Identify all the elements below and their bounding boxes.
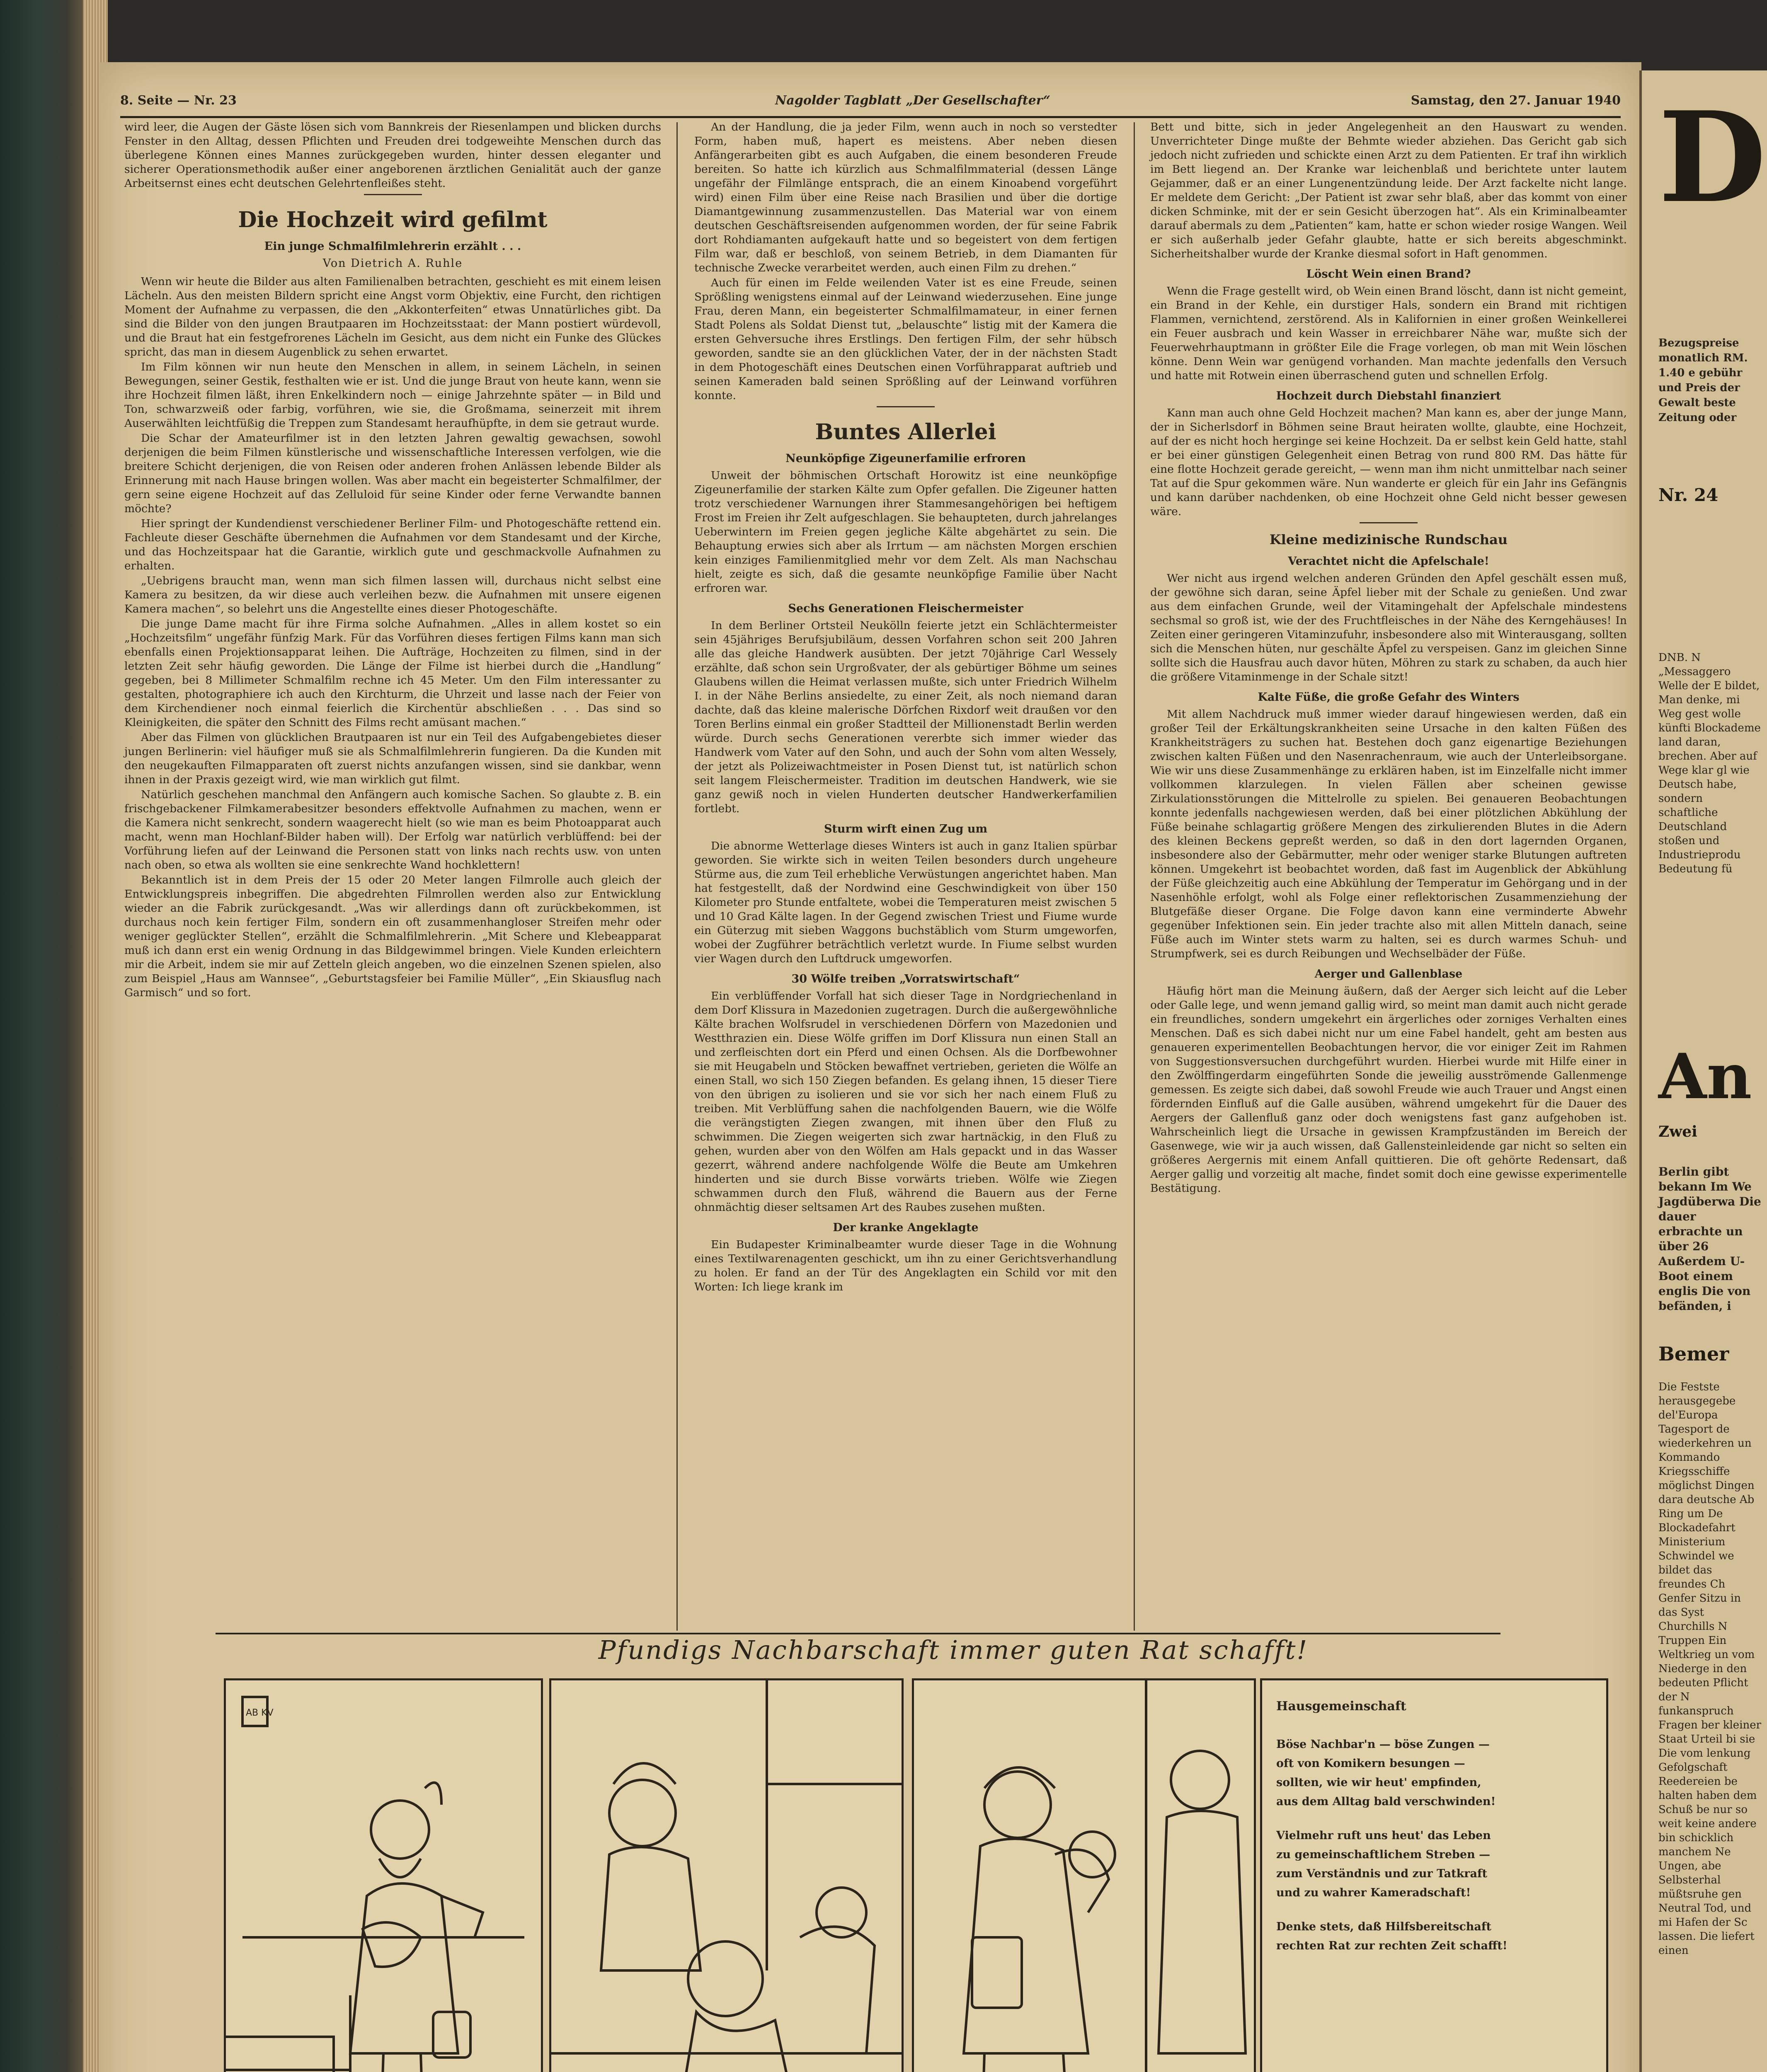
paragraph: Häufig hört man die Meinung äußern, daß der Aerger sich leicht auf die Leber oder Galle lege, und wenn jemand gallig wird, so meint man damit auch nicht gerade ein freundliches, sondern umgekehrt ein ärgerliches oder zorniges Verhalten eines Menschen. Daß es sich dabei nicht nur um eine Fabel handelt, geht am besten aus genaueren experimentellen Beobachtungen hervor, die vor einiger Zeit im Rahmen von Suggestionsversuchen durchgeführt wurden. Hierbei wurde mit Hilfe einer in den Zwölffingerdarm eingeführten Sonde die jeweilig ausströmende Gallenmenge gemessen. Es zeigte sich dabei, daß sowohl Freude wie auch Trauer und Angst einen fördernden Einfluß auf die Galle ausüben, während umgekehrt für die Dauer des Aergers der Gallenfluß ganz oder doch wenigstens fast ganz aufgehoben ist. Wahrscheinlich liegt die Ursache in gewissen Krampfzuständen im Bereich der Gasenwege, wie wir ja auch wissen, daß Gallensteinleidende gar nicht so selten ein größeres Aergernis mit einem Anfall quittieren. Die oft gehörte Redensart, daß Aerger gallig und vorzeitig alt mache, findet somit doch eine gewisse experimentelle Bestätigung.: [1150, 985, 1627, 1195]
paragraph: Bett und bitte, sich in jeder Angelegenheit an den Hauswart zu wenden. Unverrichteter Dinge mußte der Behmte wieder abziehen. Das Gericht gab sich jedoch nicht zufrieden und schickte einen Arzt zu dem Patienten. Er traf ihn wirklich im Bett liegend an. Der Kranke war leichenblaß und berichtete unter lautem Gejammer, daß er an einer Lungenentzündung leide. Der Arzt fackelte nicht lange. Er meldete dem Gericht: „Der Patient ist zwar sehr blaß, aber das kommt von einer dicken Schminke, mit der er sein Gesicht überzogen hat“. Als ein Kriminalbeamter darauf abermals zu dem „Patienten“ kam, hatte er schon wieder rosige Wangen. Weil er sich außerhalb jeder Gefahr glaubte, hatte er sich bereits abgeschminkt. Sicherheitshalber wurde der Kranke diesmal sofort in Haft genommen.: [1150, 121, 1627, 260]
poem-line: Böse Nachbar'n — böse Zungen —: [1276, 1738, 1490, 1751]
comic-poem-panel: [1260, 1678, 1608, 2072]
news-headline: Löscht Wein einen Brand?: [1306, 268, 1471, 281]
paragraph: Aber das Filmen von glücklichen Brautpaaren ist nur ein Teil des Aufgabengebietes dieser jungen Berlinerin: viel häufiger muß sie als Schmalfilmlehrerin fungieren. Da die Kunden mit den neugekauften Filmapparaten oft zuerst nichts anzufangen wissen, sind sie dankbar, wenn ihnen in der Praxis gezeigt wird, wie man wirklich gut filmt.: [124, 731, 661, 786]
paragraph: Im Film können wir nun heute den Menschen in allem, in seinem Lächeln, in seinen Bewegungen, seiner Gestik, festhalten wie er ist. Und die junge Braut von heute kann, wenn sie ihre Hochzeit filmen läßt, ihren Enkelkindern noch — einige Jahrzehnte später — in Bild und Ton, schwarzweiß oder farbig, vorführen, wie sie, die Großmama, seinerzeit mit ihrem Auserwählten leichtfüßig die Treppen zum Standesamt heraufhüpfte, in dem sie getraut wurde.: [124, 361, 661, 430]
poem-line: Denke stets, daß Hilfsbereitschaft: [1276, 1920, 1491, 1933]
poem-line: rechten Rat zur rechten Zeit schafft!: [1276, 1939, 1508, 1952]
news-headline: Kalte Füße, die große Gefahr des Winters: [1258, 691, 1520, 704]
news-headline: Sturm wirft einen Zug um: [824, 823, 988, 835]
issue-number: Nr. 24: [1658, 485, 1719, 505]
subscription-price-text: Bezugspreise monatlich RM. 1.40 e gebühr und Preis der Gewalt beste Zeitung oder: [1658, 337, 1748, 424]
paragraph: An der Handlung, die ja jeder Film, wenn auch in noch so verstedter Form, haben muß, hapert es meistens. Aber neben diesen Anfängerarbeiten gibt es auch Aufgaben, die einem besonderen Freude bereiten. So hatte ich kürzlich aus Schmalfilmmaterial (dessen Länge ungefähr der Filmlänge entsprach, die an einem Kinoabend vorgeführt wird) einen Film über eine Reise nach Brasilien und über die dortige Diamantgewinnung zusammenzustellen. Das Material war von einem deutschen Geschäftsreisenden aufgenommen worden, der für seine Fabrik dort Rohdiamanten aufgekauft hatte und so begeistert von dem fertigen Film war, daß er beschloß, von seinem Betrieb, in dem Diamanten für technische Zwecke verarbeitet werden, auch einen Film zu drehen.“: [694, 121, 1117, 274]
news-headline: Sechs Generationen Fleischermeister: [788, 602, 1023, 615]
paragraph: Wenn wir heute die Bilder aus alten Familienalben betrachten, geschieht es mit einem leisen Lächeln. Aus den meisten Bildern spricht eine Angst vorm Objektiv, eine Furcht, den richtigen Moment der Aufnahme zu verpassen, die den „Akkonterfeiten“ etwas Unnatürliches gibt. Da sind die Bilder von den jungen Brautpaaren im Hochzeitsstaat: der Mann postiert würdevoll, und die Braut hat ein festgefrorenes Lächeln im Gesicht, aus dem nicht ein Funke des Glückes spricht, das man in diesem Augenblick zu sehen erwartet.: [124, 275, 661, 358]
strip-rule: [216, 1633, 1500, 1634]
paragraph: Die abnorme Wetterlage dieses Winters ist auch in ganz Italien spürbar geworden. Sie wirkte sich in weiten Teilen besonders durch ungeheure Stürme aus, die zum Teil erhebliche Verwüstungen angerichtet haben. Man hat festgestellt, daß der Nordwind eine Geschwindigkeit von über 150 Kilometer pro Stunde entfaltete, wobei die Temperaturen meist zwischen 5 und 10 Grad Kälte lagen. In der Gegend zwischen Triest und Fiume wurde ein Güterzug mit sieben Waggons buchstäblich vom Sturm umgeworfen, wobei der Zugführer beträchtlich verletzt wurde. In Fiume selbst wurden vier Wagen durch den Luftdruck umgeworfen.: [694, 840, 1117, 965]
paragraph: Kann man auch ohne Geld Hochzeit machen? Man kann es, aber der junge Mann, der in Sicherlsdorf in Böhmen seine Braut heiraten wollte, glaubte, eine Hochzeit, auf der es nicht hoch hergingе sei keine Hochzeit. Da er selbst kein Geld hatte, stahl er bei einer günstigen Gelegenheit einen Betrag von rund 800 RM. Das hätte für eine flotte Hochzeit gerade gereicht, — wenn man ihm nicht unmittelbar nach seiner Tat auf die Spur gekommen wäre. Nun wanderte er gleich für ein Jahr ins Gefängnis und kann darüber nachdenken, ob eine Hochzeit ohne Geld nicht besser gewesen wäre.: [1150, 407, 1627, 518]
news-headline: Neunköpfige Zigeunerfamilie erfroren: [785, 452, 1026, 465]
adjacent-column-text-2: Die Festste herausgegebe del'Europa Tagesport de wiederkehren un Kommando Kriegsschiffe möglichst Dingen dara deutsche Ab Ring um De Blockadefahrt Ministerium Schwindel we bildet das freundes Ch Genfer Sitzu in das Syst Churchills N Truppen Ein Weltkrieg un vom Niederge in den bedeuten Pflicht der N funkanspruch Fragen ber kleiner Staat Urteil bi sie Die vom lenkung Gefolgschaft Reedereien be halten haben dem Schuß be nur so weit keine andere bin schicklich manchem Ne Ungen, abe Selbsterhal müßtsruhe gen Neutral Tod, und mi Hafen der Sc lassen. Die liefert einen: [1658, 1381, 1762, 1957]
news-headline: 30 Wölfe treiben „Vorratswirtschaft“: [791, 973, 1020, 985]
page-number: 8. Seite — Nr. 23: [120, 93, 237, 108]
paragraph: Mit allem Nachdruck muß immer wieder darauf hingewiesen werden, daß ein großer Teil der Erkältungskrankheiten seine Ursache in den kalten Füßen des Krankheitsträgers zu suchen hat. Bestehen doch ganz eigenartige Beziehungen zwischen kalten Füßen und den Nasenrachenraum, wie auch der Unterleibsorgane. Wie wir uns diese Zusammenhänge zu erklären haben, ist im Einzelfalle nicht immer vollkommen klarzulegen. In vielen Fällen aber scheinen gewisse Zirkulationsstörungen die Mittelrolle zu spielen. Bei genaueren Beobachtungen konnte jedenfalls nachgewiesen werden, daß bei einer plötzlichen Abkühlung der Füße beinahe schlagartig größere Mengen des zirkulierenden Blutes in die Adern des kleinen Beckens gepreßt werden, so daß in den dort lagernden Organen, insbesondere also der Gebärmutter, mehr oder weniger starke Blutungen auftreten können. Umgekehrt ist beobachtet worden, daß fast im Augenblick der Abkühlung der Füße gleichzeitig auch eine Abkühlung der Temperatur im Gehörgang und in der Nasenhöhle erfolgt, wohl als Folge einer reflektorischen Zusammenziehung der Blutgefäße dieser Organe. Die Folge davon kann eine verminderte Abwehr gegenüber Infektionen sein. Ein jeder trachte also mit allen Mitteln danach, seine Füße auch im Winter stets warm zu halten, sei es durch warmes Schuh- und Strumpfwerk, sei es durch Reibungen und Wechselbäder der Füße.: [1150, 708, 1627, 960]
poem-line: sollten, wie wir heut' empfinden,: [1276, 1776, 1481, 1789]
header-rule: [120, 116, 1621, 118]
poem-line: Vielmehr ruft uns heut' das Leben: [1276, 1829, 1491, 1842]
poem-line: aus dem Alltag bald verschwinden!: [1276, 1795, 1496, 1808]
paragraph: Die junge Dame macht für ihre Firma solche Aufnahmen. „Alles in allem kostet so ein „Hochzeitsfilm“ ungefähr fünfzig Mark. Für das Vorführen dieses fertigen Films kann man sich ebenfalls einen Projektionsapparat leihen. Die Aufträge, Hochzeiten zu filmen, sind in der letzten Zeit sehr häufig geworden. Die Länge der Filme ist hierbei durch die „Handlung“ gegeben, bei 8 Millimeter Schmalfilm rechne ich 45 Meter. Um den Film interessanter zu gestalten, photographiere ich auch den Kirchturm, die Uhrzeit und lasse nach der Feier von dem Kirchendiener noch einmal feierlich die Kirchentür abschließen . . . Das sind so Kleinigkeiten, die später den Schnitt des Films recht amüsant machen.“: [124, 617, 661, 729]
panel-3-drawing: [914, 1680, 1254, 2072]
panel-2-drawing: [551, 1680, 902, 2072]
paragraph: Bekanntlich ist in dem Preis der 15 oder 20 Meter langen Filmrolle auch gleich der Entwicklungspreis inbegriffen. Die abgedrehten Filmrollen werden also zur Entwicklung wieder an die Fabrik zurückgesandt. „Was wir allerdings dann oft zurückbekommen, ist durchaus noch kein fertiger Film, sondern ein oft zusammenhangloser Streifen mehr oder weniger geglückter Stellen“, erzählt die Schmalfilmlehrerin. „Mit Schere und Klebeapparat muß ich dann erst ein wenig Ordnung in das Bildgewimmel bringen. Viele Kunden erleichtern mir die Arbeit, indem sie mir auf Zetteln gleich angeben, wo die einzelnen Szenen spielen, also zum Beispiel „Haus am Wannsee“, „Geburtstagsfeier bei Familie Müller“, „Ein Skiausflug nach Garmisch“ und so fort.: [124, 874, 661, 999]
article-title: Die Hochzeit wird gefilmt: [238, 207, 548, 232]
adjacent-subheadline: Zwei: [1658, 1123, 1697, 1140]
newspaper-name: Nagolder Tagblatt „Der Gesellschafter“: [775, 93, 1050, 108]
adjacent-report: Berlin gibt bekann Im We Jagdüberwa Die dauer erbrachte un über 26 Außerdem U-Boot einem englis Die von befänden, i: [1658, 1165, 1761, 1313]
adjacent-headline-2: Bemer: [1658, 1343, 1729, 1365]
section-title: Kleine medizinische Rundschau: [1269, 532, 1508, 547]
column-divider: [1134, 122, 1135, 1631]
paragraph: Auch für einen im Felde weilenden Vater ist es eine Freude, seinen Sprößling wenigstens einmal auf der Leinwand wiederzusehen. Eine junge Frau, deren Mann, ein begeisterter Schmalfilmamateur, in einer fernen Stadt Polens als Soldat Dienst tut, „belauschte“ listig mit der Kamera die ersten Gehversuche ihres Erstlings. Den fertigen Film, der sehr hübsch geworden, sandte sie an den glücklichen Vater, der in der nächsten Stadt in dem Photogeschäft eines Deutschen einen Vorführapparat auftrieb und seinen Kameraden bald seinen Sprößling auf der Leinwand vorführen konnte.: [694, 276, 1117, 402]
news-headline: Aerger und Gallenblase: [1314, 968, 1463, 980]
comic-panel-2: [549, 1678, 904, 2072]
comic-panel-1: [224, 1678, 543, 2072]
artist-signature: AB KV: [246, 1708, 274, 1718]
column-2: [694, 120, 1117, 1293]
paragraph: Ein verblüffender Vorfall hat sich dieser Tage in Nordgriechenland in dem Dorf Klissura in Mazedonien zugetragen. Durch die außergewöhnliche Kälte brachen Wolfsrudel in verschiedenen Dörfern von Mazedonien und Westthrazien ein. Diese Wölfe griffen im Dorf Klissura nun einen Stall an und zerfleischten dort ein Pferd und einen Ochsen. Als die Dorfbewohner sie mit Heugabeln und Stöcken bewaffnet vertrieben, gerieten die Wölfe an einen Stall, wo sich 150 Ziegen befanden. Es gelang ihnen, 15 dieser Tiere von den übrigen zu isolieren und sie vor sich her nach einem Fluß zu treiben. Mit Verblüffung sahen die nachfolgenden Bauern, wie die Wölfe die verängstigten Ziegen zwangen, mit ihnen über den Fluß zu schwimmen. Die Ziegen weigerten sich zwar hartnäckig, in den Fluß zu gehen, wurden aber von den Wölfen am Hals gepackt und in das Wasser gezerrt, während andere nachfolgende Wölfe die Beute am Umkehren hinderten und sie durch Bisse vorwärts trieben. Wölfe wie Ziegen schwammen durch den Fluß, während die Bauern aus der Ferne ohnmächtig dieser seltsamen Art des Raubes zusehen mußten.: [694, 990, 1117, 1214]
paragraph: Die Schar der Amateurfilmer ist in den letzten Jahren gewaltig gewachsen, sowohl derjenigen die beim Filmen künstlerische und wissenschaftliche Interessen verfolgen, wie die breitere Schicht derjenigen, die von Reisen oder anderen frohen Anlässen lebende Bilder als Erinnerung mit nach Hause bringen wollen. Was aber macht ein begeisterter Schmalfilmer, der gern seine eigene Hochzeit auf das Zelluloid für seine Kinder oder ferne Verwandte bannen möchte?: [124, 432, 661, 515]
poem-line: oft von Komikern besungen —: [1276, 1757, 1465, 1770]
poem-line: zu gemeinschaftlichem Streben —: [1276, 1848, 1491, 1861]
paragraph: Wer nicht aus irgend welchen anderen Gründen den Apfel geschält essen muß, der gewöhne sich daran, seine Äpfel lieber mit der Schale zu genießen. Und zwar aus dem einfachen Grunde, weil der Vitamingehalt der Apfelschale mindestens sechsmal so groß ist, wie der des Fruchtfleisches in der Nähe des Kerngehäuses! In Zeiten einer geringeren Vitaminzufuhr, insbesondere also mit Winterausgang, sollten sich die Menschen hüten, nur geschälte Äpfel zu verspeisen. Ganz im gleichen Sinne sollte sich die Hausfrau auch davor hüten, Möhren zu stark zu schaben, da auch hier die größere Vitaminmenge in der Schale sitzt!: [1150, 572, 1627, 683]
article-byline: Von Dietrich A. Ruhle: [322, 257, 463, 270]
paragraph: Natürlich geschehen manchmal den Anfängern auch komische Sachen. So glaubte z. B. ein frischgebackener Filmkamerabesitzer besonders effektvolle Aufnahmen zu machen, wenn er die Kamera nicht senkrecht, sondern waagerecht hielt (so wie man es beim Photoapparat auch macht, wenn man Hochlanf-Bilder haben will). Der Erfolg war natürlich verblüffend: bei der Vorführung liefen auf der Leinwand die Personen statt von links nach rechts usw. von unten nach oben, so etwa als wollten sie eine senkrechte Wand hochklettern!: [124, 788, 661, 871]
news-headline: Der kranke Angeklagte: [833, 1221, 979, 1234]
news-headline: Verachtet nicht die Apfelschale!: [1288, 555, 1489, 568]
paragraph: Wenn die Frage gestellt wird, ob Wein einen Brand löscht, dann ist nicht gemeint, ein Brand in der Kehle, ein durstiger Hals, sondern ein Brand mit richtigen Flammen, vernichtend, zerstörend. Als in Kalifornien in einer großen Weinkellerei ein Feuer ausbrach und kein Wasser in erreichbarer Nähe war, mußte sich der Feuerwehrhauptmann in größter Eile die Frage vorlegen, ob man mit Wein löschen könne. Denn Wein war genügend vorhanden. Man machte jedenfalls den Versuch und hatte mit Rotwein einen überraschend guten und schnellen Erfolg.: [1150, 285, 1627, 382]
poem: [1276, 1697, 1591, 1956]
paragraph: „Uebrigens braucht man, wenn man sich filmen lassen will, durchaus nicht selbst eine Kamera zu besitzen, da wir diese auch verleihen bezw. die Aufnahmen mit unsere eigenen Kamera machen“, so belehrt uns die Angestellte eines dieser Photogeschäfte.: [124, 574, 661, 615]
paragraph: In dem Berliner Ortsteil Neukölln feierte jetzt ein Schlächtermeister sein 45jähriges Berufsjubiläum, dessen Vorfahren schon seit 200 Jahren alle das gleiche Handwerk ausübten. Der jetzt 70jährige Carl Wessely erzählte, daß schon sein Urgroßvater, der als gebürtiger Böhme um seines Glaubens willen die Heimat verlassen mußte, sich unter Friedrich Wilhelm I. in der Nähe Berlins ansiedelte, zu einer Zeit, als noch niemand daran dachte, daß das kleine malerische Dörfchen Rixdorf weit draußen vor den Toren Berlins einmal ein großer Stadtteil der Millionenstadt Berlin werden würde. Durch sechs Generationen vererbte sich immer wieder das Handwerk vom Vater auf den Sohn, und auch der Sohn vom alten Wessely, der jetzt als Polizeiwachtmeister in Posen Dienst tut, ist natürlich schon seit langem Fleischermeister. Tradition im deutschen Handwerk, wie sie ganz gewiß noch in vielen Hunderten deutscher Handwerkerfamilien fortlebt.: [694, 619, 1117, 815]
adjacent-column-text: DNB. N „Messaggero Welle der E bildet, Man denke, mi Weg gest wolle künfti Blockademe land daran, brechen. Aber auf Wege klar gl wie Deutsch habe, sondern schaftliche Deutschland stoßen und Industrieprodu Bedeutung fü: [1658, 651, 1761, 875]
adjacent-page-fragment: [1639, 70, 1767, 2072]
poem-title: Hausgemeinschaft: [1276, 1699, 1406, 1714]
issue-date: Samstag, den 27. Januar 1940: [1411, 93, 1621, 108]
column-divider: [676, 122, 678, 1631]
masthead-fragment: D: [1658, 84, 1767, 230]
article-continuation: wird leer, die Augen der Gäste lösen sich vom Bannkreis der Riesenlampen und blicken durchs Fenster in den Alltag, dessen Pflichten und Freuden drei todgeweihte Menschen durch das überlegene Können eines Mannes zurückgegeben wurden, hinter dessen eleganter und sicherer Operationsmethodik außer einer angeborenen ärztlichen Genialität auch der ganze Arbeitsernst eines echt deutschen Gelehrtenfleißes steht.: [124, 121, 661, 190]
adjacent-headline: An: [1658, 1040, 1752, 1113]
comic-strip-title: Pfundigs Nachbarschaft immer guten Rat schafft!: [598, 1635, 1309, 1665]
divider: [877, 406, 935, 407]
panel-1-drawing: [226, 1680, 541, 2072]
divider: [364, 194, 422, 195]
page-header: [120, 89, 1621, 118]
column-1: [124, 120, 661, 1629]
section-title: Buntes Allerlei: [815, 419, 996, 445]
paragraph: Ein Budapester Kriminalbeamter wurde dieser Tage in die Wohnung eines Textilwarenagenten geschickt, um ihn zu einer Gerichtsverhandlung zu holen. Er fand an der Tür des Angeklagten ein Schild vor mit den Worten: Ich liege krank im: [694, 1238, 1117, 1293]
article-subtitle: Ein junge Schmalfilmlehrerin erzählt . . .: [264, 240, 521, 253]
book-spine: [0, 0, 95, 2072]
poem-line: zum Verständnis und zur Tatkraft: [1276, 1867, 1488, 1880]
poem-line: und zu wahrer Kameradschaft!: [1276, 1886, 1471, 1899]
paragraph: Unweit der böhmischen Ortschaft Horowitz ist eine neunköpfige Zigeunerfamilie der starken Kälte zum Opfer gefallen. Die Zigeuner hatten trotz verschiedener Warnungen ihrer Stammesangehörigen bei heftigem Frost im Freien ihr Zelt aufgeschlagen. Sie behaupteten, durch jahrelanges Ueberwintern im Freien gegen jegliche Kälte abgehärtet zu sein. Die Behauptung erwies sich aber als Irrtum — am nächsten Morgen erschien kein einziges Familienmitglied mehr vor dem Zelt. Als man Nachschau hielt, zeigte es sich, daß die gesamte neunköpfige Familie über Nacht erfroren war.: [694, 469, 1117, 595]
column-3: [1150, 120, 1627, 1629]
news-headline: Hochzeit durch Diebstahl finanziert: [1276, 390, 1501, 402]
comic-panel-3: [912, 1678, 1256, 2072]
paragraph: Hier springt der Kundendienst verschiedener Berliner Film- und Photogeschäfte rettend ein. Fachleute dieser Geschäfte übernehmen die Aufnahmen vor dem Standesamt und der Kirche, und das Hochzeitspaar hat die Garantie, wirklich gute und geschmackvolle Aufnahmen zu erhalten.: [124, 517, 661, 572]
divider: [1360, 522, 1418, 523]
